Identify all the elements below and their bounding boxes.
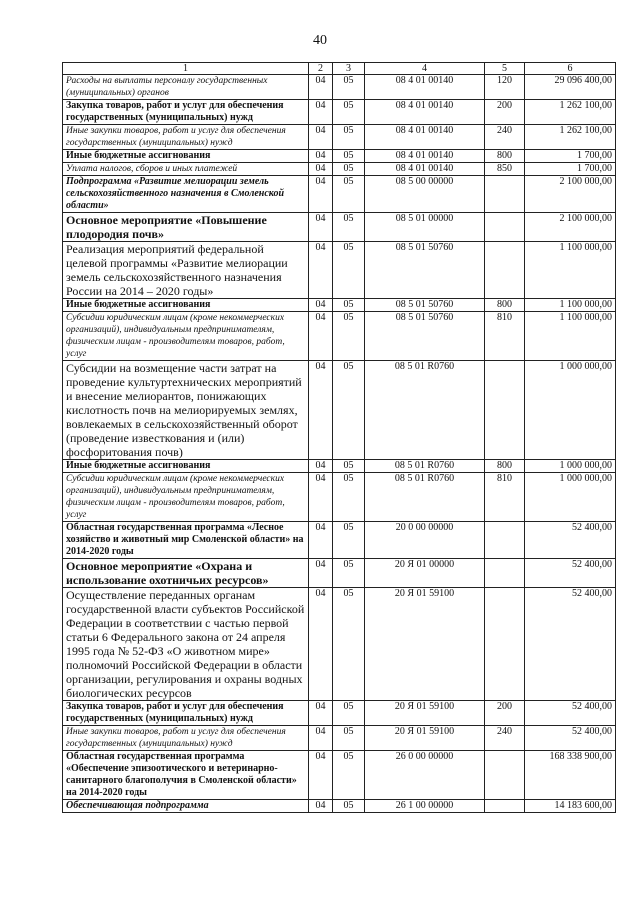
row-amount-cell: 14 183 600,00	[525, 800, 616, 813]
row-section-cell: 04	[309, 75, 333, 100]
row-amount-cell: 52 400,00	[525, 726, 616, 751]
row-expense-type-cell	[485, 559, 525, 588]
row-target-code-cell: 20 Я 01 00000	[365, 559, 485, 588]
column-header-3: 3	[333, 63, 365, 75]
table-row	[63, 150, 616, 163]
row-expense-type-cell: 800	[485, 299, 525, 312]
row-expense-type-cell: 810	[485, 312, 525, 361]
row-expense-type-cell: 850	[485, 163, 525, 176]
row-target-code-cell: 20 0 00 00000	[365, 522, 485, 559]
table-row	[63, 361, 616, 460]
row-target-code-cell: 08 4 01 00140	[365, 75, 485, 100]
row-target-code-cell: 08 5 01 R0760	[365, 473, 485, 522]
row-expense-type-cell: 120	[485, 75, 525, 100]
row-name-cell: Субсидии юридическим лицам (кроме некоммерческих организаций), индивидуальным предпринимателям, физическим лицам - производителям товаров, работ, услуг	[63, 312, 309, 361]
row-name-cell: Иные бюджетные ассигнования	[63, 299, 309, 312]
row-subsection-cell: 05	[333, 559, 365, 588]
row-subsection-cell: 05	[333, 299, 365, 312]
row-subsection-cell: 05	[333, 100, 365, 125]
budget-table	[62, 62, 616, 813]
table-row	[63, 100, 616, 125]
row-expense-type-cell	[485, 800, 525, 813]
row-section-cell: 04	[309, 361, 333, 460]
row-expense-type-cell	[485, 176, 525, 213]
row-amount-cell: 29 096 400,00	[525, 75, 616, 100]
row-section-cell: 04	[309, 213, 333, 242]
row-expense-type-cell: 800	[485, 150, 525, 163]
row-name-cell: Основное мероприятие «Охрана и использование охотничьих ресурсов»	[63, 559, 309, 588]
row-expense-type-cell	[485, 213, 525, 242]
row-section-cell: 04	[309, 176, 333, 213]
row-target-code-cell: 26 1 00 00000	[365, 800, 485, 813]
row-section-cell: 04	[309, 588, 333, 701]
row-expense-type-cell	[485, 522, 525, 559]
row-expense-type-cell	[485, 588, 525, 701]
row-target-code-cell: 08 5 01 50760	[365, 242, 485, 299]
row-amount-cell: 1 100 000,00	[525, 312, 616, 361]
row-subsection-cell: 05	[333, 150, 365, 163]
row-section-cell: 04	[309, 312, 333, 361]
column-header-1: 1	[63, 63, 309, 75]
row-name-cell: Субсидии на возмещение части затрат на проведение культуртехнических мероприятий и внесение мелиорантов, понижающих кислотность почв на мелиорируемых землях, вовлекаемых в сельскохозяйственный оборот (проведение известкования и (или) фосфоритования почв)	[63, 361, 309, 460]
row-expense-type-cell: 800	[485, 460, 525, 473]
row-target-code-cell: 08 5 01 50760	[365, 312, 485, 361]
row-name-cell: Реализация мероприятий федеральной целевой программы «Развитие мелиорации земель сельскохозяйственного назначения России на 2014 – 2020 годы»	[63, 242, 309, 299]
row-name-cell: Иные бюджетные ассигнования	[63, 150, 309, 163]
row-amount-cell: 52 400,00	[525, 522, 616, 559]
table-body	[63, 75, 616, 813]
row-name-cell: Субсидии юридическим лицам (кроме некоммерческих организаций), индивидуальным предпринимателям, физическим лицам - производителям товаров, работ, услуг	[63, 473, 309, 522]
column-header-5: 5	[485, 63, 525, 75]
row-subsection-cell: 05	[333, 125, 365, 150]
row-amount-cell: 1 700,00	[525, 150, 616, 163]
row-amount-cell: 1 100 000,00	[525, 242, 616, 299]
row-section-cell: 04	[309, 751, 333, 800]
row-section-cell: 04	[309, 800, 333, 813]
table-row	[63, 800, 616, 813]
row-subsection-cell: 05	[333, 213, 365, 242]
column-header-6: 6	[525, 63, 616, 75]
row-expense-type-cell	[485, 242, 525, 299]
table-row	[63, 213, 616, 242]
table-row	[63, 559, 616, 588]
row-subsection-cell: 05	[333, 522, 365, 559]
row-target-code-cell: 08 4 01 00140	[365, 150, 485, 163]
row-name-cell: Закупка товаров, работ и услуг для обеспечения государственных (муниципальных) нужд	[63, 100, 309, 125]
table-row	[63, 701, 616, 726]
row-subsection-cell: 05	[333, 176, 365, 213]
row-section-cell: 04	[309, 242, 333, 299]
row-subsection-cell: 05	[333, 726, 365, 751]
row-amount-cell: 52 400,00	[525, 559, 616, 588]
table-row	[63, 312, 616, 361]
row-section-cell: 04	[309, 473, 333, 522]
row-name-cell: Обеспечивающая подпрограмма	[63, 800, 309, 813]
table-row	[63, 163, 616, 176]
row-expense-type-cell: 200	[485, 100, 525, 125]
row-target-code-cell: 08 4 01 00140	[365, 125, 485, 150]
row-name-cell: Подпрограмма «Развитие мелиорации земель сельскохозяйственного назначения в Смоленской области»	[63, 176, 309, 213]
column-header-4: 4	[365, 63, 485, 75]
row-name-cell: Иные бюджетные ассигнования	[63, 460, 309, 473]
row-subsection-cell: 05	[333, 460, 365, 473]
row-section-cell: 04	[309, 299, 333, 312]
row-name-cell: Областная государственная программа «Лесное хозяйство и животный мир Смоленской области» на 2014-2020 годы	[63, 522, 309, 559]
row-target-code-cell: 20 Я 01 59100	[365, 726, 485, 751]
row-section-cell: 04	[309, 460, 333, 473]
row-name-cell: Осуществление переданных органам государственной власти субъектов Российской Федерации в соответствии с частью первой статьи 6 Федерального закона от 24 апреля 1995 года № 52-ФЗ «О животном мире» полномочий Российской Федерации в области организации, регулирования и охраны водных биологических ресурсов	[63, 588, 309, 701]
row-name-cell: Областная государственная программа «Обеспечение эпизоотического и ветеринарно-санитарного благополучия в Смоленской области» на 2014-2020 годы	[63, 751, 309, 800]
row-name-cell: Уплата налогов, сборов и иных платежей	[63, 163, 309, 176]
row-amount-cell: 2 100 000,00	[525, 213, 616, 242]
row-name-cell: Иные закупки товаров, работ и услуг для обеспечения государственных (муниципальных) нужд	[63, 125, 309, 150]
table-row	[63, 176, 616, 213]
row-name-cell: Основное мероприятие «Повышение плодородия почв»	[63, 213, 309, 242]
row-amount-cell: 1 100 000,00	[525, 299, 616, 312]
row-name-cell: Закупка товаров, работ и услуг для обеспечения государственных (муниципальных) нужд	[63, 701, 309, 726]
table-row	[63, 751, 616, 800]
row-expense-type-cell: 240	[485, 125, 525, 150]
table-row	[63, 588, 616, 701]
table-row	[63, 299, 616, 312]
row-subsection-cell: 05	[333, 312, 365, 361]
row-section-cell: 04	[309, 125, 333, 150]
table-row	[63, 460, 616, 473]
row-subsection-cell: 05	[333, 800, 365, 813]
row-target-code-cell: 08 5 01 R0760	[365, 361, 485, 460]
row-expense-type-cell: 810	[485, 473, 525, 522]
row-amount-cell: 168 338 900,00	[525, 751, 616, 800]
row-subsection-cell: 05	[333, 751, 365, 800]
row-subsection-cell: 05	[333, 701, 365, 726]
row-amount-cell: 2 100 000,00	[525, 176, 616, 213]
page-number: 40	[313, 33, 327, 48]
table-row	[63, 726, 616, 751]
row-target-code-cell: 08 5 01 R0760	[365, 460, 485, 473]
row-target-code-cell: 08 5 01 50760	[365, 299, 485, 312]
table-row	[63, 75, 616, 100]
row-name-cell: Иные закупки товаров, работ и услуг для обеспечения государственных (муниципальных) нужд	[63, 726, 309, 751]
table-header-row	[63, 63, 616, 75]
row-name-cell: Расходы на выплаты персоналу государственных (муниципальных) органов	[63, 75, 309, 100]
row-subsection-cell: 05	[333, 75, 365, 100]
row-amount-cell: 1 000 000,00	[525, 460, 616, 473]
table-row	[63, 473, 616, 522]
row-expense-type-cell	[485, 751, 525, 800]
row-section-cell: 04	[309, 701, 333, 726]
row-section-cell: 04	[309, 559, 333, 588]
row-section-cell: 04	[309, 522, 333, 559]
row-subsection-cell: 05	[333, 242, 365, 299]
row-target-code-cell: 20 Я 01 59100	[365, 701, 485, 726]
table-row	[63, 242, 616, 299]
row-subsection-cell: 05	[333, 361, 365, 460]
row-subsection-cell: 05	[333, 163, 365, 176]
column-header-2: 2	[309, 63, 333, 75]
row-section-cell: 04	[309, 150, 333, 163]
row-subsection-cell: 05	[333, 473, 365, 522]
row-target-code-cell: 08 5 01 00000	[365, 213, 485, 242]
row-expense-type-cell: 200	[485, 701, 525, 726]
table-row	[63, 522, 616, 559]
row-expense-type-cell: 240	[485, 726, 525, 751]
row-target-code-cell: 08 4 01 00140	[365, 100, 485, 125]
row-amount-cell: 1 262 100,00	[525, 100, 616, 125]
table-row	[63, 125, 616, 150]
row-target-code-cell: 08 5 00 00000	[365, 176, 485, 213]
row-target-code-cell: 20 Я 01 59100	[365, 588, 485, 701]
row-expense-type-cell	[485, 361, 525, 460]
row-section-cell: 04	[309, 163, 333, 176]
row-amount-cell: 1 000 000,00	[525, 473, 616, 522]
row-amount-cell: 52 400,00	[525, 588, 616, 701]
row-target-code-cell: 26 0 00 00000	[365, 751, 485, 800]
row-section-cell: 04	[309, 726, 333, 751]
row-amount-cell: 1 262 100,00	[525, 125, 616, 150]
row-amount-cell: 52 400,00	[525, 701, 616, 726]
row-amount-cell: 1 700,00	[525, 163, 616, 176]
row-amount-cell: 1 000 000,00	[525, 361, 616, 460]
row-target-code-cell: 08 4 01 00140	[365, 163, 485, 176]
row-section-cell: 04	[309, 100, 333, 125]
row-subsection-cell: 05	[333, 588, 365, 701]
